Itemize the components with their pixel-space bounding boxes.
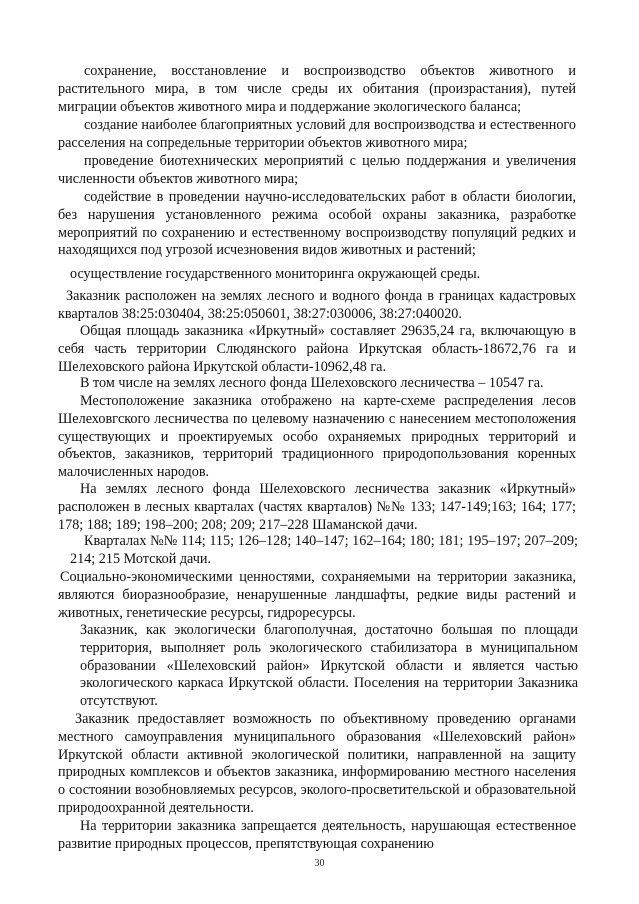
paragraph-location-cadastral: Заказник расположен на землях лесного и водного фонда в границах кадастровых кварталов 38:25:030404, 38:25:050601, 38:27:030006, 38:27:040020. xyxy=(58,288,576,322)
paragraph-total-area: Общая площадь заказника «Иркутный» составляет 29635,24 га, включающую в себя часть территории Слюдянского района Иркутская область-18672,76 га и Шелеховского района Иркутской области-10962,48 га. xyxy=(58,323,576,375)
paragraph-conservation: сохранение, восстановление и воспроизводство объектов животного и растительного мира, в том числе среды их обитания (произрастания), путей миграции объектов животного мира и поддержание экологического баланса; xyxy=(58,63,576,115)
page-number: 30 xyxy=(314,858,325,869)
paragraph-map-location: Местоположение заказника отображено на карте-схеме распределения лесов Шелеховгского лесничества по целевому назначению с нанесением местоположения существующих и проектируемых особо охраняемых природных территорий и объектов, заказников, территорий традиционного природопользования коренных малочисленных народов. xyxy=(58,393,576,481)
paragraph-ecological-stabilizer: Заказник, как экологически благополучная, достаточно большая по площади территория, выполняет роль экологического стабилизатора в муниципальном образовании «Шелеховский район» Иркутской области и является частью экологического каркаса Иркутской области. Поселения на территории Заказника отсутствуют. xyxy=(80,622,578,710)
paragraph-prohibited-activity: На территории заказника запрещается деятельность, нарушающая естественное развитие природных процессов, препятствующая сохранению xyxy=(58,818,576,852)
paragraph-monitoring: осуществление государственного мониторинга окружающей среды. xyxy=(70,266,481,282)
paragraph-municipal-policy: Заказник предоставляет возможность по объективному проведению органами местного самоуправления муниципального образования «Шелеховский район» Иркутской области активной экологической политики, направленной на защиту природных комплексов и объектов заказника, информированию местного населения о состоянии возобновляемых ресурсов, эколого-просветительской и образовательной природоохранной деятельности. xyxy=(58,711,576,816)
paragraph-research-assistance: содействие в проведении научно-исследовательских работ в области биологии, без нарушения установленного режима особой охраны заказника, разработке мероприятий по сохранению и естественному воспроизводству популяций редких и находящихся под угрозой исчезновения видов животных и растений; xyxy=(58,189,576,259)
paragraph-forest-fund-area: В том числе на землях лесного фонда Шелеховского лесничества – 10547 га. xyxy=(80,375,544,391)
paragraph-favorable-conditions: создание наиболее благоприятных условий для воспроизводства и естественного расселения на сопредельные территории объектов животного мира; xyxy=(58,117,576,151)
paragraph-mot-dacha: Кварталах №№ 114; 115; 126–128; 140–147; 162–164; 180; 181; 195–197; 207–209; 214; 215 Мотской дачи. xyxy=(70,533,578,567)
paragraph-shaman-dacha: На землях лесного фонда Шелеховского лесничества заказник «Иркутный» расположен в лесных кварталах (частях кварталов) №№ 133; 147-149;163; 164; 177; 178; 188; 189; 198–200; 208; 209; 217–228 Шаманской дачи. xyxy=(58,481,576,533)
paragraph-biotechnical-measures: проведение биотехнических мероприятий с целью поддержания и увеличения численности объектов животного мира; xyxy=(58,153,576,187)
paragraph-socio-economic-values: Социально-экономическими ценностями, сохраняемыми на территории заказника, являются биоразнообразие, ненарушенные ландшафты, редкие виды растений и животных, генетические ресурсы, гидроресурсы. xyxy=(58,569,576,621)
